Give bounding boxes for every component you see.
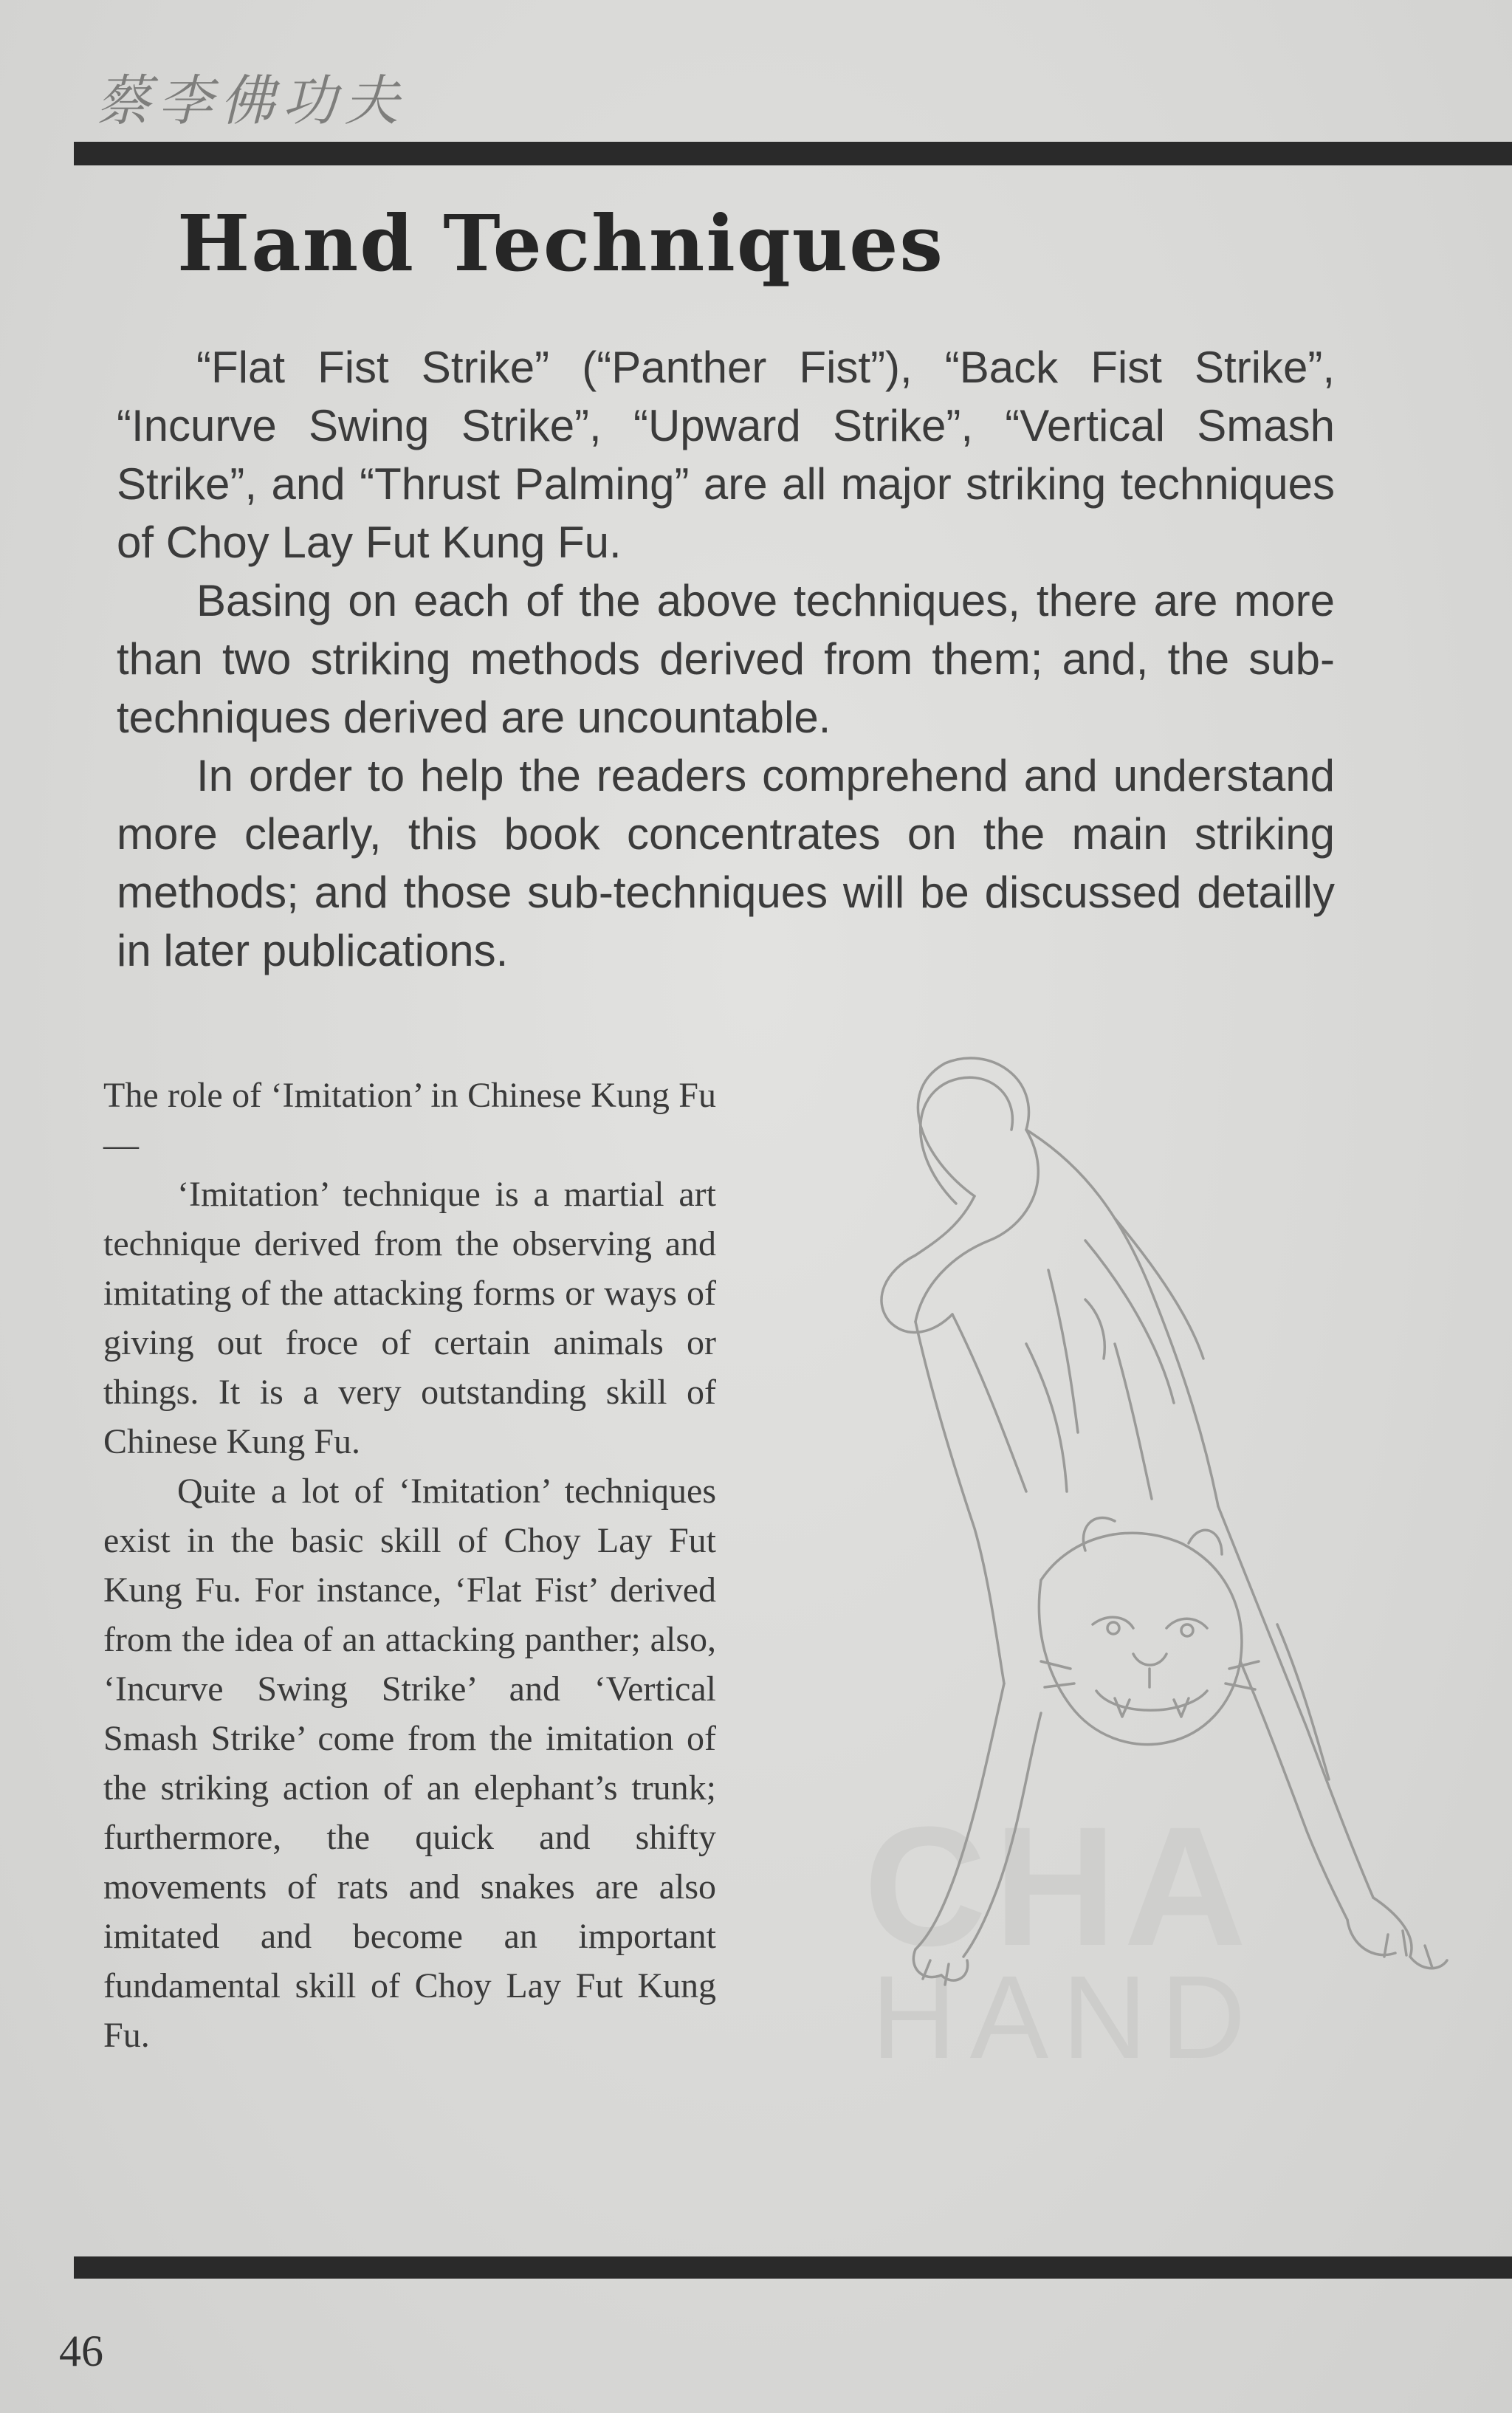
page-number: 46 xyxy=(59,2327,103,2375)
faded-watermark-title: CHA xyxy=(864,1791,1254,1981)
panther-illustration xyxy=(805,1048,1469,2023)
top-rule xyxy=(74,142,1512,165)
intro-text xyxy=(117,338,1335,980)
page-title: Hand Techniques xyxy=(177,198,944,289)
intro-paragraph-3: In order to help the readers comprehend and understand more clearly, this book concentrates on the main striking methods; and those sub-techniques will be discussed detailly in later publications. xyxy=(117,751,1335,975)
chinese-header-calligraphy: 蔡李佛功夫 xyxy=(96,69,406,133)
bottom-rule xyxy=(74,2256,1512,2279)
sidebar-paragraph-1: ‘Imitation’ technique is a martial art technique derived from the observing and imitating of the attacking forms or ways of giving out froce of certain animals or things. It is a very outstanding skill of Chinese Kung Fu. xyxy=(103,1175,716,1461)
intro-paragraph-1: “Flat Fist Strike” (“Panther Fist”), “Back Fist Strike”, “Incurve Swing Strike”, “Upward Strike”, “Vertical Smash Strike”, and “Thrust Palming” are all major striking techniques of Choy Lay Fut Kung Fu. xyxy=(117,343,1335,567)
imitation-sidebar xyxy=(103,1071,716,2060)
intro-paragraph-2: Basing on each of the above techniques, there are more than two striking methods derived from them; and, the sub-techniques derived are uncountable. xyxy=(117,576,1335,742)
sidebar-heading: The role of ‘Imitation’ in Chinese Kung Fu — xyxy=(103,1076,716,1164)
sidebar-paragraph-2: Quite a lot of ‘Imitation’ techniques exist in the basic skill of Choy Lay Fut Kung Fu. For instance, ‘Flat Fist’ derived from the idea of an attacking panther; also, ‘Incurve Swing Strike’ and ‘Vertical Smash Strike’ come from the imitation of the striking action of an elephant’s trunk; furthermore, the quick and shifty movements of rats and snakes are also imitated and become an important fundamental skill of Choy Lay Fut Kung Fu. xyxy=(103,1472,716,2055)
faded-watermark-subtitle: HAND xyxy=(871,1951,1260,2083)
